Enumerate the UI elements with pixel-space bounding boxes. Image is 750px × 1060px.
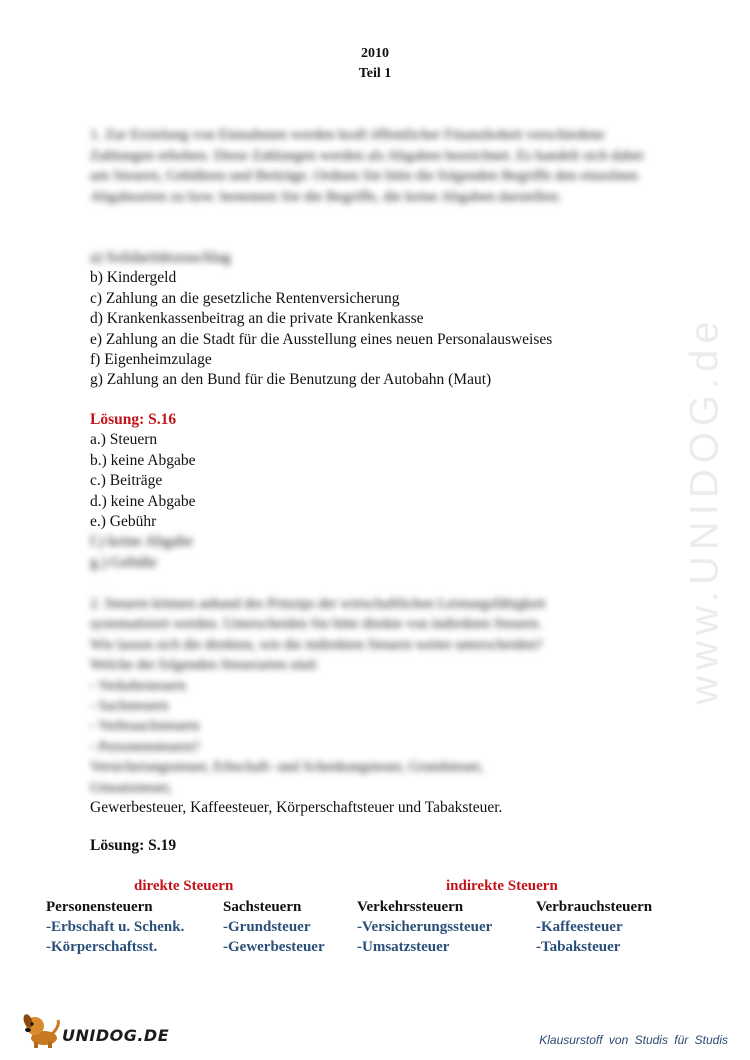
solution-2-label: Lösung: S.19 [90,837,177,854]
list-item: e.) Gebühr [90,513,157,531]
question-2-line: - Verbrauchsteuern [90,718,200,735]
list-item: b.) keine Abgabe [90,451,196,469]
page-header [0,44,750,84]
tax-table [0,876,750,966]
list-item: d.) keine Abgabe [90,492,196,510]
solution-1 [90,410,710,573]
column-heading-sachsteuern: Sachsteuern [223,899,302,915]
list-item: a.) Steuern [90,431,158,449]
unidog-logo[interactable] [22,1012,170,1048]
question-2-last-line: Gewerbesteuer, Kaffeesteuer, Körperschaftsteuer und Tabaksteuer. [90,799,503,817]
watermark: www.UNIDOG.de [682,315,727,705]
indirect-taxes-heading: indirekte Steuern [446,878,558,894]
part-heading: Teil 1 [358,66,392,81]
column-heading-verkehrssteuern: Verkehrssteuern [357,899,464,915]
list-item: a) Solidaritätszuschlag [90,249,231,266]
table-cell: -Körperschaftsst. [46,939,158,955]
question-2-line: systematisiert werden. Unterscheiden Sie bitte direkte von indirekten Steuern. [90,616,542,633]
list-item: g) Zahlung an den Bund für die Benutzung der Autobahn (Maut) [90,371,492,389]
table-cell: -Grundsteuer [223,919,311,935]
list-item: c) Zahlung an die gesetzliche Rentenversicherung [90,289,400,307]
column-heading-personensteuern: Personensteuern [46,899,153,915]
question-2-line: 2. Steuern können anhand des Prinzips der wirtschaftlichen Leistungsfähigkeit [90,596,546,612]
year-heading: 2010 [361,46,389,61]
question-2 [90,594,710,818]
list-item: f.) keine Abgabe [90,533,193,551]
question-2-line: - Personensteuern? [90,738,200,755]
question-2-line: Wie lassen sich die direkten, wie die indirekten Steuern weiter unterscheiden? [90,636,543,653]
table-cell: -Versicherungssteuer [357,919,493,935]
direct-taxes-heading: direkte Steuern [134,878,234,894]
table-cell: -Tabaksteuer [536,939,621,955]
dog-icon [22,1012,62,1048]
column-heading-verbrauchsteuern: Verbrauchsteuern [536,899,653,915]
question-1-text: 1. Zur Erzielung von Einnahmen werden kraft öffentlicher Finanzhoheit verschiedene Zahlungen erhoben. Diese Zahlungen werden als Abgaben bezeichnet. Es handelt sich dabei um Steuern, Gebühren und Beiträge. Ordnen Sie bitte die folgenden Begriffe den einzelnen Abgabearten zu bzw. benennen Sie die Begriffe, die keine Abgaben darstellen: [90,127,644,205]
question-2-line: Umsatzsteuer, [90,779,172,796]
solution-1-label: Lösung: S.16 [90,411,177,428]
table-cell: -Umsatzsteuer [357,939,450,955]
list-item: f) Eigenheimzulage [90,351,212,369]
question-2-line: Welche der folgenden Steuerarten sind: [90,657,319,674]
footer-text: Klausurstoff von Studis für Studis [539,1033,728,1047]
list-item: e) Zahlung an die Stadt für die Ausstellung eines neuen Personalausweises [90,330,553,348]
question-2-line: Versicherungssteuer, Erbschaft- und Schenkungsteuer, Grundsteuer, [90,759,484,776]
list-item: d) Krankenkassenbeitrag an die private Krankenkasse [90,310,424,328]
logo-text: UNIDOG.DE [62,1026,170,1045]
question-1-items [90,248,710,391]
question-2-line: - Sachsteuern [90,698,169,715]
table-cell: -Kaffeesteuer [536,919,623,935]
table-cell: -Gewerbesteuer [223,939,325,955]
list-item: g.) Gebühr [90,553,158,571]
list-item: b) Kindergeld [90,269,177,287]
question-2-line: - Verkehrsteuern [90,677,186,694]
list-item: c.) Beiträge [90,472,163,490]
table-cell: -Erbschaft u. Schenk. [46,919,185,935]
